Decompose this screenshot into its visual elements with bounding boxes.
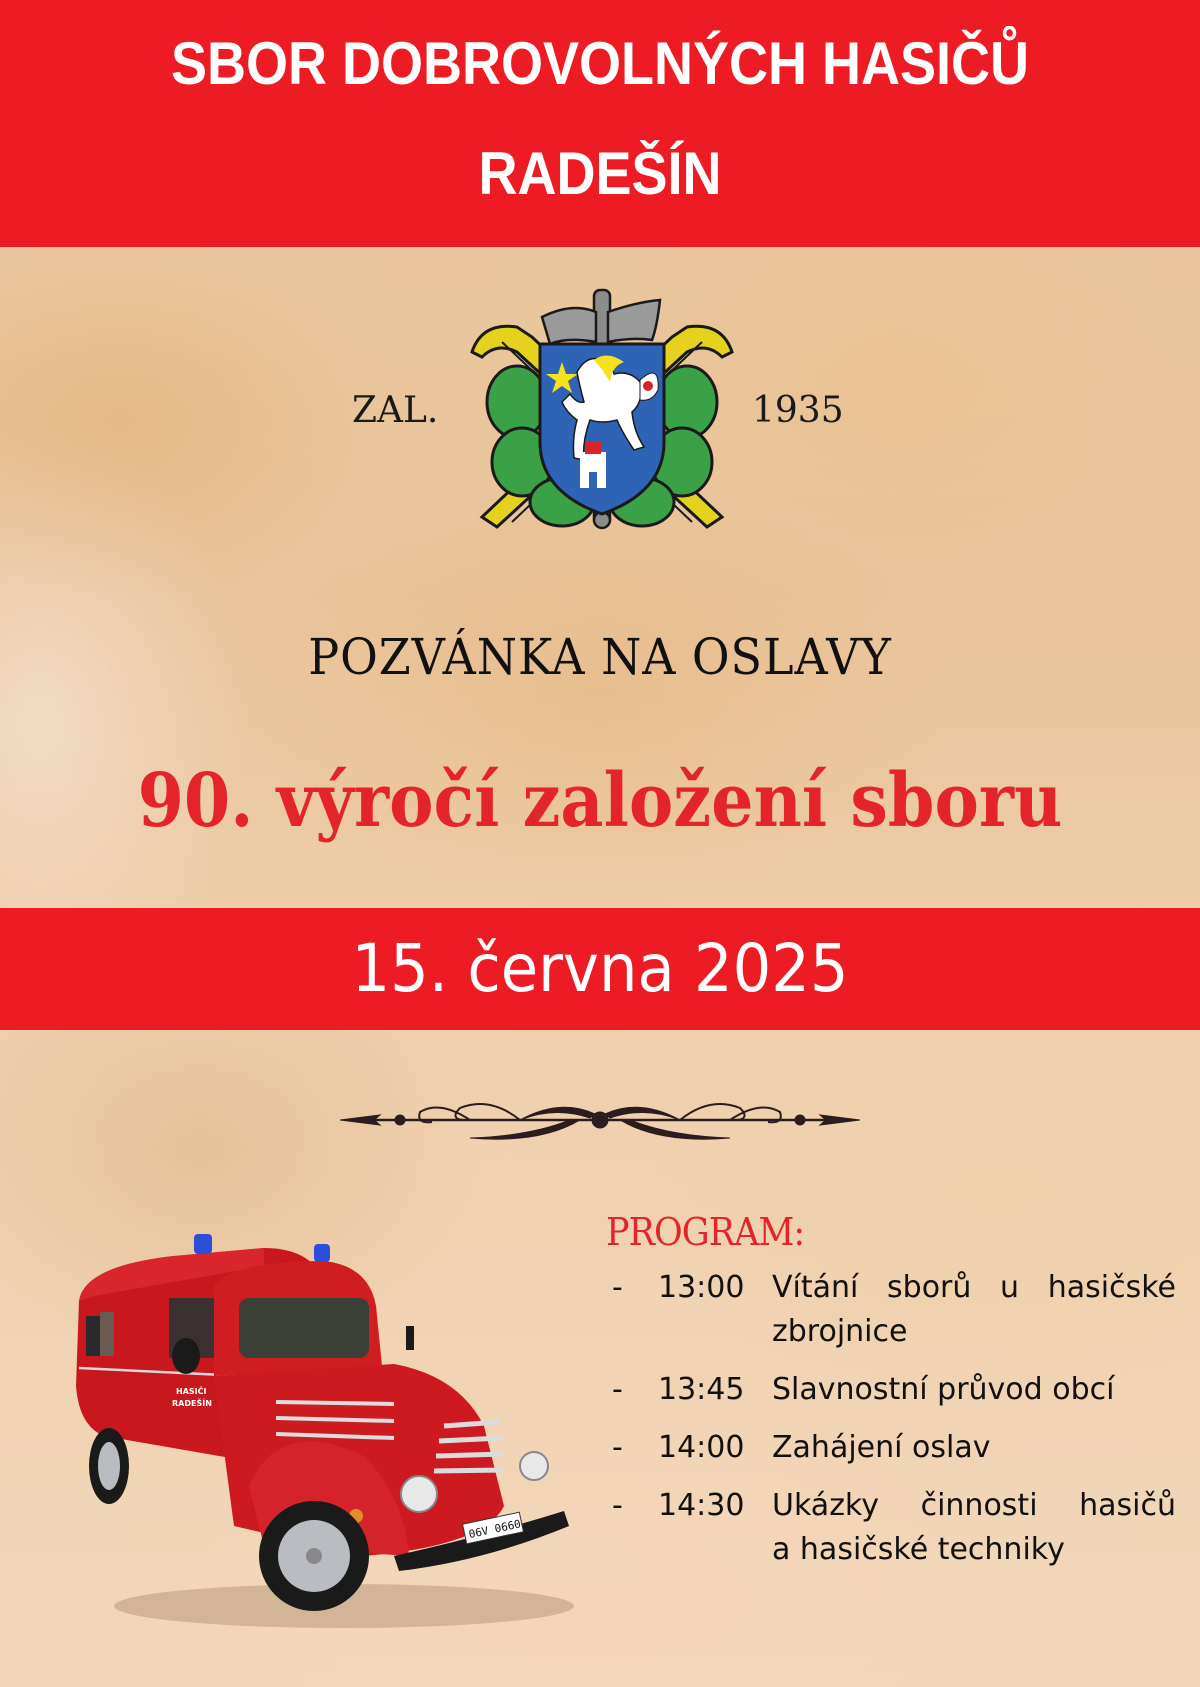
truck-door-text-bottom: RADEŠÍN (172, 1399, 212, 1408)
program-item (606, 1368, 1176, 1412)
program-item-line1: Zahájení oslav (772, 1430, 991, 1465)
license-plate: 06V 0660 (467, 1517, 523, 1542)
crest-row (0, 282, 1200, 532)
program-item-text (772, 1266, 1176, 1354)
program-item-dash: - (612, 1270, 623, 1305)
founded-label: ZAL. (352, 390, 439, 431)
program-item-line2: a hasičské techniky (772, 1532, 1065, 1567)
program-item-line2: zbrojnice (772, 1314, 908, 1349)
program-item (606, 1266, 1176, 1354)
anniversary-headline: 90. výročí založení sboru (137, 758, 1063, 844)
program-item-time: 13:00 (658, 1270, 745, 1305)
header-title-line1: SBOR DOBROVOLNÝCH HASIČŮ (170, 30, 1030, 97)
program-item-time: 13:45 (658, 1372, 745, 1407)
truck-door-text-top: HASIČI (176, 1387, 207, 1396)
decorative-flourish-divider-icon (340, 1094, 860, 1146)
program-item (606, 1484, 1176, 1572)
program-item-line1: Ukázky činnosti hasičů (772, 1488, 1176, 1523)
program-item-line1: Vítání sborů u hasičské (772, 1270, 1176, 1305)
header-title-line2: RADEŠÍN (478, 140, 722, 207)
program-item-text (772, 1484, 1176, 1572)
vintage-fire-truck-image (64, 1226, 584, 1636)
header-band (0, 0, 1200, 247)
program-item-line1: Slavnostní průvod obcí (772, 1372, 1115, 1407)
program-item (606, 1426, 1176, 1470)
program-item-time: 14:30 (658, 1488, 745, 1523)
program-item-dash: - (612, 1372, 623, 1407)
program-title: PROGRAM: (606, 1210, 805, 1254)
founded-year: 1935 (752, 390, 844, 431)
date-band (0, 908, 1200, 1030)
program-section (606, 1210, 1176, 1586)
program-item-dash: - (612, 1430, 623, 1465)
program-item-time: 14:00 (658, 1430, 745, 1465)
program-item-dash: - (612, 1488, 623, 1523)
invitation-subtitle: POZVÁNKA NA OSLAVY (308, 628, 892, 686)
program-item-text (772, 1426, 1176, 1470)
event-date: 15. června 2025 (351, 930, 849, 1007)
fire-brigade-coat-of-arms-icon (462, 282, 742, 532)
program-item-text (772, 1368, 1176, 1412)
